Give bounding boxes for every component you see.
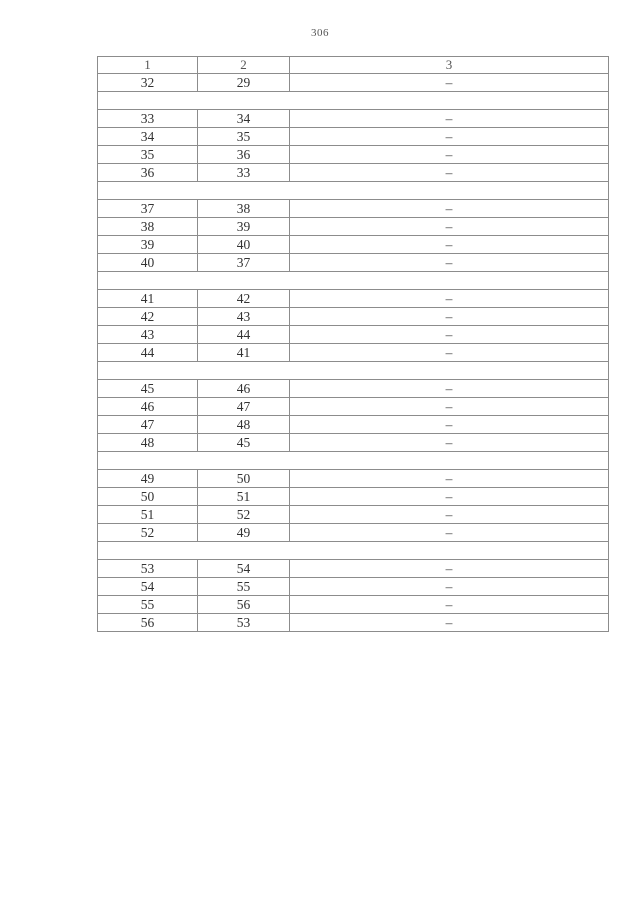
cell-col3: – <box>290 218 609 236</box>
cell-col3: – <box>290 614 609 632</box>
separator-cell <box>98 542 609 560</box>
cell-col3: – <box>290 110 609 128</box>
table-row <box>98 326 609 344</box>
cell-col3: – <box>290 596 609 614</box>
page-number: 306 <box>311 27 329 39</box>
table-row <box>98 74 609 92</box>
table-row <box>98 596 609 614</box>
cell-col2: 35 <box>198 128 290 146</box>
table-row <box>98 290 609 308</box>
cell-col2: 39 <box>198 218 290 236</box>
cell-col2: 43 <box>198 308 290 326</box>
group-separator-row <box>98 92 609 110</box>
cell-col3: – <box>290 236 609 254</box>
table-row <box>98 344 609 362</box>
cell-col2: 42 <box>198 290 290 308</box>
cell-col3: – <box>290 326 609 344</box>
group-separator-row <box>98 452 609 470</box>
cell-col3: – <box>290 416 609 434</box>
cell-col2: 55 <box>198 578 290 596</box>
cell-col1: 53 <box>98 560 198 578</box>
table-row <box>98 488 609 506</box>
table-row <box>98 398 609 416</box>
cell-col2: 44 <box>198 326 290 344</box>
cell-col3: – <box>290 308 609 326</box>
table-row <box>98 254 609 272</box>
cell-col3: – <box>290 380 609 398</box>
table-row <box>98 614 609 632</box>
table-row <box>98 110 609 128</box>
cell-col2: 41 <box>198 344 290 362</box>
cell-col3: – <box>290 344 609 362</box>
separator-cell <box>98 272 609 290</box>
cell-col2: 50 <box>198 470 290 488</box>
column-header-1: 1 <box>98 57 198 74</box>
cell-col2: 29 <box>198 74 290 92</box>
cell-col3: – <box>290 488 609 506</box>
table-body <box>98 74 609 632</box>
cell-col1: 44 <box>98 344 198 362</box>
cell-col3: – <box>290 578 609 596</box>
table-row <box>98 524 609 542</box>
cell-col2: 46 <box>198 380 290 398</box>
cell-col1: 51 <box>98 506 198 524</box>
group-separator-row <box>98 362 609 380</box>
cell-col1: 47 <box>98 416 198 434</box>
cell-col1: 34 <box>98 128 198 146</box>
cell-col1: 54 <box>98 578 198 596</box>
cell-col1: 46 <box>98 398 198 416</box>
cell-col2: 54 <box>198 560 290 578</box>
cell-col3: – <box>290 164 609 182</box>
cell-col1: 52 <box>98 524 198 542</box>
cell-col1: 35 <box>98 146 198 164</box>
cell-col2: 48 <box>198 416 290 434</box>
table-row <box>98 380 609 398</box>
cell-col3: – <box>290 128 609 146</box>
group-separator-row <box>98 182 609 200</box>
cell-col2: 47 <box>198 398 290 416</box>
table-row <box>98 506 609 524</box>
cell-col1: 40 <box>98 254 198 272</box>
column-header-2: 2 <box>198 57 290 74</box>
table-row <box>98 218 609 236</box>
cell-col3: – <box>290 506 609 524</box>
group-separator-row <box>98 272 609 290</box>
cell-col1: 55 <box>98 596 198 614</box>
cell-col1: 39 <box>98 236 198 254</box>
table-row <box>98 128 609 146</box>
table-row <box>98 434 609 452</box>
cell-col1: 32 <box>98 74 198 92</box>
cell-col3: – <box>290 74 609 92</box>
cell-col1: 56 <box>98 614 198 632</box>
cell-col3: – <box>290 254 609 272</box>
cell-col3: – <box>290 470 609 488</box>
cell-col1: 48 <box>98 434 198 452</box>
group-separator-row <box>98 542 609 560</box>
table-row <box>98 470 609 488</box>
cell-col1: 49 <box>98 470 198 488</box>
cell-col2: 49 <box>198 524 290 542</box>
cell-col2: 56 <box>198 596 290 614</box>
cell-col3: – <box>290 290 609 308</box>
cell-col1: 50 <box>98 488 198 506</box>
cell-col1: 43 <box>98 326 198 344</box>
data-table <box>97 56 609 632</box>
cell-col1: 45 <box>98 380 198 398</box>
cell-col2: 36 <box>198 146 290 164</box>
cell-col2: 53 <box>198 614 290 632</box>
separator-cell <box>98 362 609 380</box>
cell-col1: 36 <box>98 164 198 182</box>
cell-col2: 34 <box>198 110 290 128</box>
cell-col2: 45 <box>198 434 290 452</box>
cell-col2: 51 <box>198 488 290 506</box>
cell-col1: 41 <box>98 290 198 308</box>
separator-cell <box>98 182 609 200</box>
cell-col3: – <box>290 560 609 578</box>
table-row <box>98 200 609 218</box>
cell-col2: 38 <box>198 200 290 218</box>
column-header-3: 3 <box>290 57 609 74</box>
cell-col2: 37 <box>198 254 290 272</box>
cell-col3: – <box>290 200 609 218</box>
cell-col1: 38 <box>98 218 198 236</box>
table-row <box>98 164 609 182</box>
cell-col3: – <box>290 398 609 416</box>
separator-cell <box>98 92 609 110</box>
cell-col1: 42 <box>98 308 198 326</box>
table-row <box>98 578 609 596</box>
cell-col1: 33 <box>98 110 198 128</box>
cell-col2: 52 <box>198 506 290 524</box>
table-header-row <box>98 57 609 74</box>
cell-col1: 37 <box>98 200 198 218</box>
table-row <box>98 146 609 164</box>
cell-col2: 33 <box>198 164 290 182</box>
table-row <box>98 236 609 254</box>
separator-cell <box>98 452 609 470</box>
cell-col3: – <box>290 434 609 452</box>
cell-col3: – <box>290 146 609 164</box>
cell-col2: 40 <box>198 236 290 254</box>
table-row <box>98 308 609 326</box>
table-row <box>98 416 609 434</box>
table-row <box>98 560 609 578</box>
cell-col3: – <box>290 524 609 542</box>
